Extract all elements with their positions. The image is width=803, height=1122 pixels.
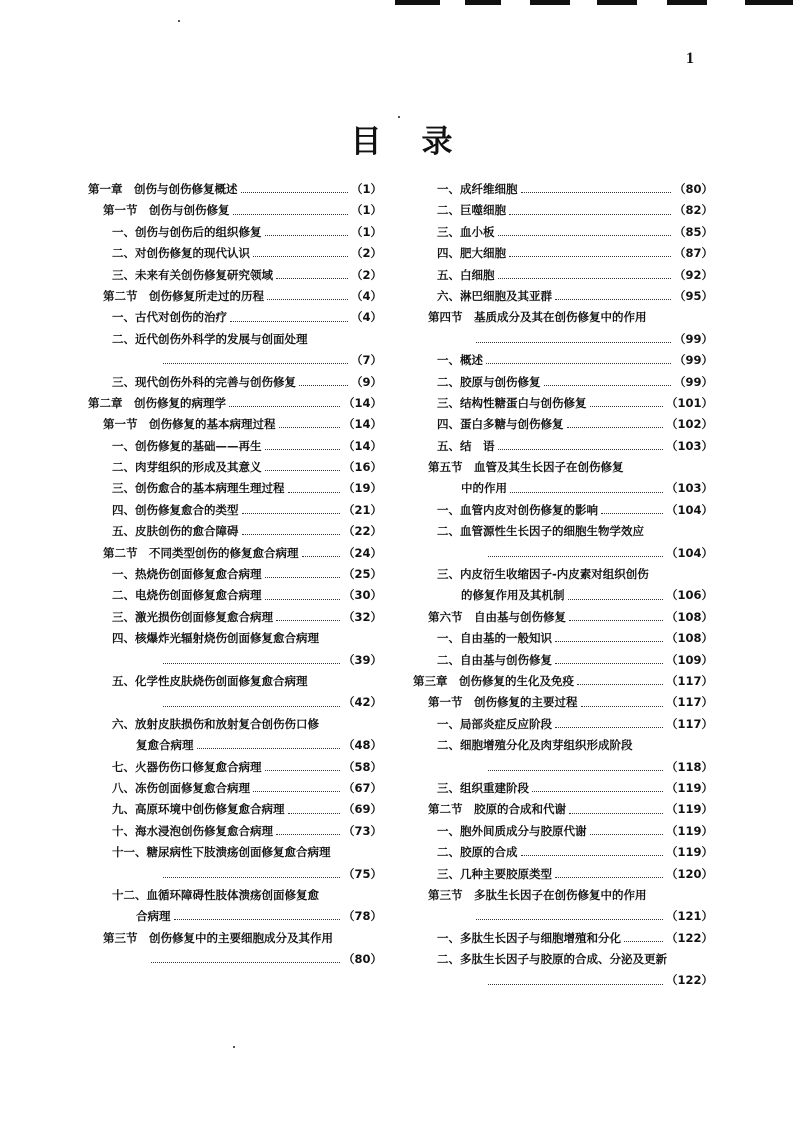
toc-entry-item[interactable] [413,200,713,221]
toc-entry-section[interactable] [88,200,382,221]
toc-entry-title: 第三节 多肽生长因子在创伤修复中的作用 [428,887,647,902]
toc-entry-title: 一、自由基的一般知识 [437,631,552,646]
toc-entry-page: （78） [342,909,382,924]
toc-entry-item[interactable] [88,778,382,799]
leader-dots [163,706,340,707]
toc-entry-title: 二、肉芽组织的形成及其意义 [112,460,262,475]
leader-dots [229,406,340,407]
toc-entry-item[interactable] [88,607,382,628]
leader-dots [590,406,663,407]
toc-entry-section[interactable] [413,885,713,906]
leader-dots [521,192,671,193]
leader-dots [265,770,340,771]
toc-entry-title: 三、组织重建阶段 [437,780,529,795]
leader-dots [253,256,348,257]
leader-dots [174,919,340,920]
toc-entry-page: （24） [342,545,382,560]
toc-entry-title: 一、创伤与创伤后的组织修复 [112,224,262,239]
toc-entry-page: （58） [342,759,382,774]
leader-dots [555,641,663,642]
leader-dots [555,727,663,728]
toc-entry-continuation[interactable] [88,735,382,756]
toc-entry-page: （2） [350,246,382,261]
leader-dots [265,235,348,236]
page-title: 目录 [350,124,493,160]
toc-entry-item[interactable] [413,735,713,756]
leader-dots [486,363,671,364]
toc-entry-page: （69） [342,802,382,817]
toc-entry-item[interactable] [88,714,382,735]
toc-entry-title: 二、近代创伤外科学的发展与创面处理 [112,331,308,346]
toc-entry-continuation[interactable] [413,970,713,991]
leader-dots [267,299,348,300]
toc-entry-continuation[interactable] [413,585,713,606]
leader-dots [265,577,340,578]
toc-entry-page: （16） [342,460,382,475]
toc-entry-title: 第三节 创伤修复中的主要细胞成分及其作用 [103,930,333,945]
leader-dots [276,834,340,835]
toc-entry-title: 九、高原环境中创伤修复愈合病理 [112,802,285,817]
leader-dots [242,513,340,514]
toc-entry-page: （102） [665,417,713,432]
scan-edge-bar [745,0,793,5]
toc-entry-title: 第四节 基质成分及其在创伤修复中的作用 [428,310,647,325]
leader-dots [197,748,340,749]
toc-entry-page: （121） [665,909,713,924]
toc-entry-item[interactable] [413,500,713,521]
toc-entry-page: （1） [350,182,382,196]
leader-dots [510,492,663,493]
toc-entry-page: （4） [350,288,382,303]
toc-entry-page: （9） [350,374,382,389]
toc-entry-item[interactable] [88,500,382,521]
toc-entry-item[interactable] [413,243,713,264]
toc-entry-item[interactable] [413,393,713,414]
toc-entry-page: （119） [665,845,713,860]
toc-entry-page: （99） [673,353,713,368]
toc-entry-title: 一、概述 [437,353,483,368]
toc-entry-title: 二、胶原的合成 [437,845,518,860]
toc-entry-title: 十二、血循环障碍性肢体溃疡创面修复愈 [112,887,319,902]
toc-entry-title: 二、对创伤修复的现代认识 [112,246,250,261]
toc-entry-title: 一、胞外间质成分与胶原代谢 [437,823,587,838]
toc-entry-title: 五、结 语 [437,438,495,453]
toc-entry-item[interactable] [88,628,382,649]
leader-dots [230,321,348,322]
leader-dots [521,855,663,856]
leader-dots [509,256,671,257]
toc-entry-title: 五、白细胞 [437,267,495,282]
toc-entry-page: （82） [673,203,713,218]
toc-entry-title: 二、自由基与创伤修复 [437,652,552,667]
toc-entry-page: （117） [665,716,713,731]
toc-entry-page: （99） [673,374,713,389]
toc-entry-item[interactable] [413,842,713,863]
toc-entry-title: 第二节 创伤修复所走过的历程 [103,288,264,303]
toc-entry-title: 第二节 胶原的合成和代谢 [428,802,566,817]
toc-entry-title: 四、蛋白多糖与创伤修复 [437,417,564,432]
toc-entry-page: （80） [673,182,713,196]
toc-entry-item[interactable] [413,564,713,585]
toc-entry-item[interactable] [88,799,382,820]
toc-entry-continuation[interactable] [88,864,382,885]
toc-entry-item[interactable] [413,928,713,949]
toc-entry-item[interactable] [88,521,382,542]
toc-entry-item[interactable] [413,821,713,842]
toc-entry-item[interactable] [413,372,713,393]
leader-dots [279,427,340,428]
toc-entry-page: （122） [665,973,713,988]
toc-entry-title: 五、皮肤创伤的愈合障碍 [112,524,239,539]
toc-entry-page: （2） [350,267,382,282]
toc-entry-chapter[interactable] [88,179,382,200]
leader-dots [265,470,340,471]
leader-dots [488,556,663,557]
toc-entry-title: 第六节 自由基与创伤修复 [428,609,566,624]
toc-entry-continuation[interactable] [88,906,382,927]
scan-edge-bar [395,0,440,5]
leader-dots [509,214,671,215]
toc-entry-page: （14） [342,438,382,453]
toc-entry-item[interactable] [88,564,382,585]
toc-entry-continuation[interactable] [413,906,713,927]
toc-entry-page: （103） [665,481,713,496]
toc-entry-title: 一、局部炎症反应阶段 [437,716,552,731]
toc-entry-item[interactable] [88,436,382,457]
leader-dots [241,192,348,193]
toc-entry-title: 三、血小板 [437,224,495,239]
toc-entry-continuation[interactable] [88,949,382,970]
leader-dots [498,235,671,236]
toc-entry-item[interactable] [413,628,713,649]
toc-entry-title: 三、未来有关创伤修复研究领域 [112,267,273,282]
toc-entry-page: （21） [342,502,382,517]
toc-entry-title: 三、创伤愈合的基本病理生理过程 [112,481,285,496]
toc-entry-item[interactable] [88,307,382,328]
toc-entry-item[interactable] [88,222,382,243]
toc-entry-title: 一、创伤修复的基础——再生 [112,438,262,453]
toc-entry-section[interactable] [88,286,382,307]
toc-entry-page: （30） [342,588,382,603]
toc-entry-item[interactable] [88,585,382,606]
toc-entry-page: （119） [665,823,713,838]
toc-entry-title: 第五节 血管及其生长因子在创伤修复 [428,460,624,475]
leader-dots [532,791,663,792]
toc-entry-page: （104） [665,502,713,517]
toc-entry-item[interactable] [413,414,713,435]
toc-entry-page: （4） [350,310,382,325]
toc-entry-item[interactable] [88,265,382,286]
scan-speck [233,1046,235,1048]
toc-entry-page: （103） [665,438,713,453]
toc-entry-title: 一、多肽生长因子与细胞增殖和分化 [437,930,621,945]
toc-entry-page: （73） [342,823,382,838]
toc-entry-page: （95） [673,288,713,303]
toc-entry-title: 七、火器伤伤口修复愈合病理 [112,759,262,774]
toc-entry-title: 一、血管内皮对创伤修复的影响 [437,502,598,517]
toc-entry-title: 第二章 创伤修复的病理学 [88,395,226,410]
leader-dots [581,706,663,707]
toc-entry-chapter[interactable] [88,393,382,414]
toc-entry-item[interactable] [413,286,713,307]
toc-entry-title: 六、淋巴细胞及其亚群 [437,288,552,303]
toc-entry-item[interactable] [88,885,382,906]
toc-entry-page: （48） [342,738,382,753]
toc-entry-page: （99） [673,331,713,346]
toc-entry-page: （14） [342,417,382,432]
toc-entry-title: 第一章 创伤与创伤修复概述 [88,182,238,196]
leader-dots [288,813,340,814]
toc-entry-title: 一、热烧伤创面修复愈合病理 [112,567,262,582]
toc-entry-section[interactable] [88,414,382,435]
toc-entry-title: 三、内皮衍生收缩因子-内皮素对组织创伤 [437,567,649,582]
toc-entry-item[interactable] [413,714,713,735]
toc-entry-item[interactable] [413,778,713,799]
toc-entry-item[interactable] [413,864,713,885]
toc-entry-title: 五、化学性皮肤烧伤创面修复愈合病理 [112,673,308,688]
toc-entry-page: （122） [665,930,713,945]
toc-entry-section[interactable] [413,799,713,820]
toc-entry-item[interactable] [413,650,713,671]
toc-entry-title: 第一节 创伤修复的基本病理过程 [103,417,276,432]
toc-entry-item[interactable] [88,821,382,842]
toc-entry-page: （120） [665,866,713,881]
leader-dots [624,941,663,942]
toc-entry-continuation[interactable] [88,650,382,671]
toc-entry-page: （67） [342,780,382,795]
toc-entry-title: 四、肥大细胞 [437,246,506,261]
toc-entry-section[interactable] [413,457,713,478]
toc-entry-continuation[interactable] [413,329,713,350]
scan-edge-bar [465,0,501,5]
toc-entry-title: 二、巨噬细胞 [437,203,506,218]
toc-entry-item[interactable] [413,436,713,457]
toc-entry-page: （119） [665,802,713,817]
leader-dots [276,620,340,621]
scan-edge-bar [667,0,707,5]
toc-entry-page: （108） [665,631,713,646]
toc-entry-title: 二、多肽生长因子与胶原的合成、分泌及更新 [437,952,667,967]
toc-entry-page: （25） [342,567,382,582]
toc-entry-continuation[interactable] [413,478,713,499]
toc-entry-continuation[interactable] [413,543,713,564]
leader-dots [233,214,348,215]
toc-entry-page: （117） [665,695,713,710]
toc-entry-item[interactable] [88,457,382,478]
leader-dots [590,834,663,835]
toc-entry-section[interactable] [413,607,713,628]
leader-dots [555,663,663,664]
toc-entry-title: 二、胶原与创伤修复 [437,374,541,389]
toc-entry-page: （85） [673,224,713,239]
toc-entry-chapter[interactable] [413,671,713,692]
toc-entry-item[interactable] [88,329,382,350]
toc-entry-page: （108） [665,609,713,624]
toc-entry-title-continued: 的修复作用及其机制 [461,588,565,603]
leader-dots [498,449,663,450]
toc-entry-page: （101） [665,395,713,410]
leader-dots [544,385,671,386]
toc-entry-page: （92） [673,267,713,282]
toc-entry-continuation[interactable] [88,350,382,371]
leader-dots [476,919,663,920]
toc-entry-item[interactable] [413,521,713,542]
toc-entry-page: （106） [665,588,713,603]
leader-dots [151,962,340,963]
leader-dots [302,556,340,557]
toc-entry-page: （119） [665,780,713,795]
leader-dots [567,427,663,428]
toc-entry-page: （75） [342,866,382,881]
toc-entry-title: 第二节 不同类型创伤的修复愈合病理 [103,545,299,560]
toc-entry-item[interactable] [413,265,713,286]
toc-entry-item[interactable] [413,222,713,243]
toc-entry-page: （7） [350,353,382,368]
toc-entry-item[interactable] [413,179,713,200]
toc-entry-title: 三、激光损伤创面修复愈合病理 [112,609,273,624]
toc-entry-item[interactable] [88,243,382,264]
toc-entry-page: （117） [665,673,713,688]
leader-dots [568,599,663,600]
leader-dots [163,363,348,364]
leader-dots [488,770,663,771]
toc-entry-page: （1） [350,203,382,218]
toc-entry-item[interactable] [88,372,382,393]
toc-entry-continuation[interactable] [413,757,713,778]
toc-entry-page: （19） [342,481,382,496]
toc-entry-page: （1） [350,224,382,239]
toc-entry-title: 四、创伤修复愈合的类型 [112,502,239,517]
toc-entry-title: 第一节 创伤与创伤修复 [103,203,230,218]
toc-entry-page: （104） [665,545,713,560]
toc-entry-title: 第三章 创伤修复的生化及免疫 [413,673,574,688]
scan-speck [178,20,180,22]
leader-dots [498,278,671,279]
toc-entry-title: 一、古代对创伤的治疗 [112,310,227,325]
toc-entry-title: 二、血管源性生长因子的细胞生物学效应 [437,524,644,539]
toc-entry-title: 十、海水浸泡创伤修复愈合病理 [112,823,273,838]
leader-dots [276,278,348,279]
toc-entry-page: （42） [342,695,382,710]
toc-entry-title: 三、结构性糖蛋白与创伤修复 [437,395,587,410]
toc-entry-page: （14） [342,395,382,410]
toc-entry-section[interactable] [88,543,382,564]
toc-entry-item[interactable] [413,350,713,371]
toc-right-column [413,179,713,992]
leader-dots [555,877,663,878]
page-number: 1 [686,50,694,67]
toc-entry-title-continued: 合病理 [136,909,171,924]
toc-entry-title-continued: 中的作用 [461,481,507,496]
toc-entry-title: 十一、糖尿病性下肢溃疡创面修复愈合病理 [112,845,331,860]
leader-dots [163,663,340,664]
toc-entry-page: （118） [665,759,713,774]
toc-entry-item[interactable] [88,671,382,692]
toc-entry-title: 一、成纤维细胞 [437,182,518,196]
leader-dots [299,385,348,386]
toc-entry-title: 三、现代创伤外科的完善与创伤修复 [112,374,296,389]
toc-entry-item[interactable] [88,842,382,863]
toc-entry-title: 二、细胞增殖分化及肉芽组织形成阶段 [437,738,633,753]
leader-dots [476,342,671,343]
toc-entry-title: 第一节 创伤修复的主要过程 [428,695,578,710]
toc-entry-page: （39） [342,652,382,667]
toc-entry-title-continued: 复愈合病理 [136,738,194,753]
toc-entry-continuation[interactable] [88,692,382,713]
leader-dots [577,684,663,685]
leader-dots [265,449,340,450]
toc-entry-section[interactable] [413,307,713,328]
toc-entry-page: （109） [665,652,713,667]
toc-entry-item[interactable] [88,478,382,499]
toc-left-column [88,179,382,970]
leader-dots [242,534,340,535]
leader-dots [163,877,340,878]
leader-dots [488,984,663,985]
toc-entry-page: （80） [342,952,382,967]
toc-entry-section[interactable] [88,928,382,949]
toc-entry-item[interactable] [413,949,713,970]
toc-entry-item[interactable] [88,757,382,778]
toc-entry-page: （22） [342,524,382,539]
leader-dots [569,813,663,814]
scan-edge-bar [597,0,637,5]
toc-entry-section[interactable] [413,692,713,713]
leader-dots [253,791,340,792]
leader-dots [601,513,663,514]
toc-entry-title: 三、几种主要胶原类型 [437,866,552,881]
toc-entry-title: 二、电烧伤创面修复愈合病理 [112,588,262,603]
toc-entry-page: （32） [342,609,382,624]
leader-dots [288,492,340,493]
toc-entry-page: （87） [673,246,713,261]
toc-entry-title: 四、核爆炸光辐射烧伤创面修复愈合病理 [112,631,319,646]
leader-dots [265,599,340,600]
toc-entry-title: 八、冻伤创面修复愈合病理 [112,780,250,795]
leader-dots [555,299,671,300]
toc-entry-title: 六、放射皮肤损伤和放射复合创伤伤口修 [112,716,319,731]
leader-dots [569,620,663,621]
scan-edge-bar [530,0,570,5]
